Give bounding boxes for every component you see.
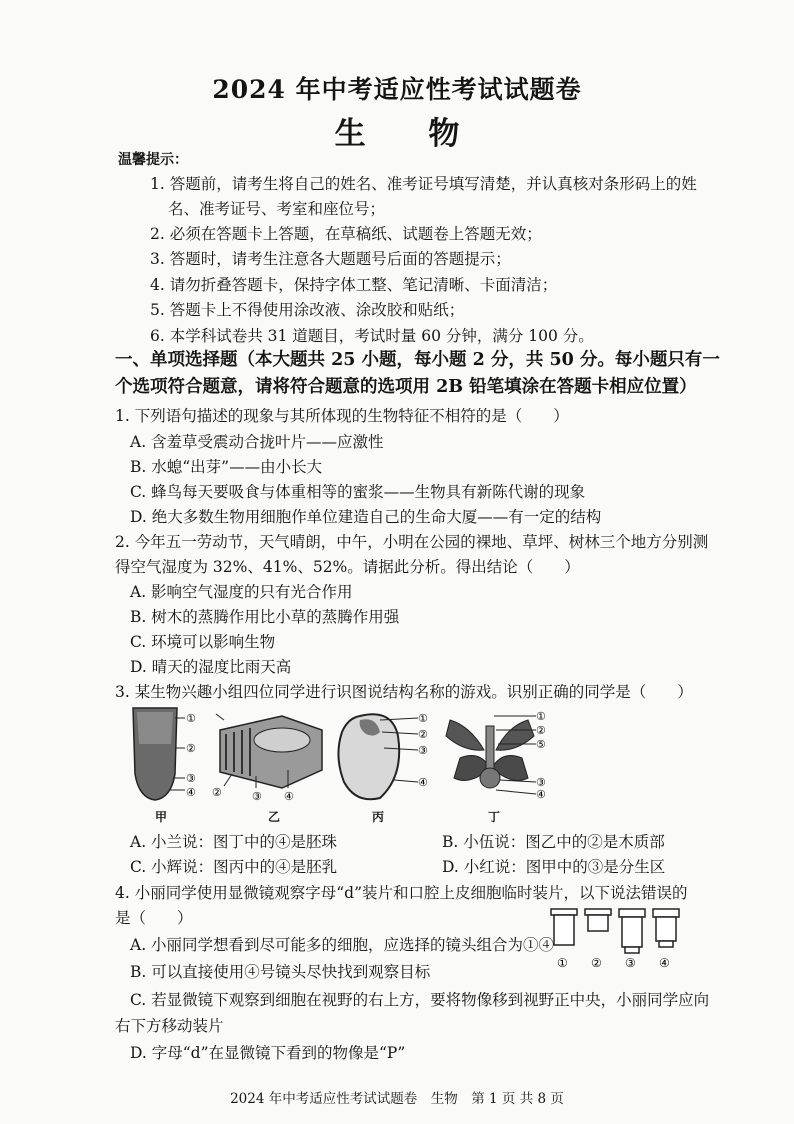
option-d: D. 字母“d”在显微镜下看到的物像是“P” <box>130 1044 406 1062</box>
tips-heading: 温馨提示： <box>118 152 188 168</box>
marker-label: ② <box>418 728 428 741</box>
option-b: B. 水螅“出芽”——由小长大 <box>130 458 323 476</box>
figure-label-jia: 甲 <box>155 810 168 824</box>
marker-label: ① <box>418 712 428 725</box>
marker-label: ② <box>536 724 546 737</box>
option-d: D. 小红说：图甲中的③是分生区 <box>442 858 666 876</box>
exam-title: 2024 年中考适应性考试试题卷 <box>212 75 582 104</box>
marker-label: ④ <box>186 786 196 799</box>
tip-item: 3. 答题时，请考生注意各大题题号后面的答题提示； <box>150 250 511 268</box>
subject-title: 生 物 <box>334 116 486 152</box>
stem-section-figure <box>212 710 332 802</box>
marker-label: ④ <box>284 790 294 802</box>
question-stem: 3. 某生物兴趣小组四位同学进行识图说结构名称的游戏。识别正确的同学是（ ） <box>115 683 693 701</box>
option-c: C. 若显微镜下观察到细胞在视野的右上方，要将物像移到视野正中央，小丽同学应向 <box>130 991 710 1009</box>
marker-label: ③ <box>418 744 428 757</box>
marker-label: ⑤ <box>536 738 546 751</box>
question-stem: 得空气湿度为 32%、41%、52%。请据此分析。得出结论（ ） <box>115 558 580 576</box>
option-b: B. 树木的蒸腾作用比小草的蒸腾作用强 <box>130 608 400 626</box>
marker-label: ④ <box>536 788 546 801</box>
marker-label: ③ <box>536 776 546 789</box>
option-c: C. 环境可以影响生物 <box>130 633 276 651</box>
marker-label: ② <box>212 786 222 799</box>
tip-item: 名、准考证号、考室和座位号； <box>168 200 386 218</box>
option-a: A. 小丽同学想看到尽可能多的细胞，应选择的镜头组合为①④ <box>130 936 555 954</box>
tip-item: 5. 答题卡上不得使用涂改液、涂改胶和贴纸； <box>150 301 465 319</box>
question-stem: 是（ ） <box>115 909 193 927</box>
option-b: B. 可以直接使用④号镜头尽快找到观察目标 <box>130 963 431 981</box>
question-stem: 1. 下列语句描述的现象与其所体现的生物特征不相符的是（ ） <box>115 407 569 425</box>
lens-label: ① <box>557 956 568 970</box>
lens-label: ④ <box>659 956 670 970</box>
question-stem: 2. 今年五一劳动节，天气晴朗，中午，小明在公园的裸地、草坪、树林三个地方分别测 <box>115 533 709 551</box>
lens-label: ③ <box>625 956 636 970</box>
flower-figure <box>440 706 560 806</box>
option-c: C. 蜂鸟每天要吸食与体重相等的蜜浆——生物具有新陈代谢的现象 <box>130 483 586 501</box>
option-b: B. 小伍说：图乙中的②是木质部 <box>442 833 665 851</box>
option-c-cont: 右下方移动装片 <box>115 1017 224 1035</box>
question-stem: 4. 小丽同学使用显微镜观察字母“d”装片和口腔上皮细胞临时装片，以下说法错误的 <box>115 884 688 902</box>
tip-item: 2. 必须在答题卡上答题，在草稿纸、试题卷上答题无效； <box>150 225 542 243</box>
figure-label-ding: 丁 <box>488 810 501 824</box>
figure-label-yi: 乙 <box>268 810 281 824</box>
option-c: C. 小辉说：图丙中的④是胚乳 <box>130 858 338 876</box>
option-a: A. 影响空气湿度的只有光合作用 <box>130 583 353 601</box>
tip-item: 6. 本学科试卷共 31 道题目，考试时量 60 分钟，满分 100 分。 <box>150 327 594 345</box>
option-a: A. 小兰说：图丁中的④是胚珠 <box>130 833 338 851</box>
tip-item: 4. 请勿折叠答题卡，保持字体工整、笔记清晰、卡面清洁； <box>150 276 558 294</box>
marker-label: ③ <box>252 790 262 802</box>
seed-figure <box>330 706 430 806</box>
figure-label-bing: 丙 <box>372 810 385 824</box>
marker-label: ① <box>186 712 196 725</box>
tip-item: 1. 答题前，请考生将自己的姓名、准考证号填写清楚，并认真核对条形码上的姓 <box>150 175 697 193</box>
option-d: D. 晴天的湿度比雨天高 <box>130 658 292 676</box>
marker-label: ③ <box>186 772 196 785</box>
marker-label: ① <box>536 710 546 723</box>
option-a: A. 含羞草受震动合拢叶片——应激性 <box>130 433 384 451</box>
section-heading: 个选项符合题意，请将符合题意的选项用 2B 铅笔填涂在答题卡相应位置） <box>115 377 697 397</box>
marker-label: ② <box>186 742 196 755</box>
lens-label: ② <box>591 956 602 970</box>
lens-set-figure <box>545 905 690 971</box>
marker-label: ④ <box>418 776 428 789</box>
page-footer: 2024 年中考适应性考试试题卷 生物 第 1 页 共 8 页 <box>230 1091 564 1107</box>
section-heading: 一、单项选择题（本大题共 25 小题，每小题 2 分，共 50 分。每小题只有一 <box>115 350 720 370</box>
option-d: D. 绝大多数生物用细胞作单位建造自己的生命大厦——有一定的结构 <box>130 508 602 526</box>
root-tip-figure <box>125 704 205 804</box>
